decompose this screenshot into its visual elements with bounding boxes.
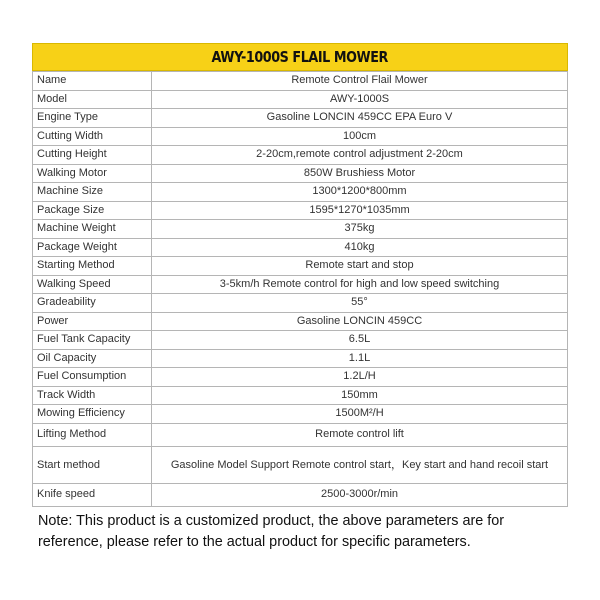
table-row: [33, 109, 568, 128]
table-row: [33, 312, 568, 331]
spec-value: 55°: [152, 294, 568, 313]
spec-name: Start method: [33, 446, 152, 483]
table-row: [33, 90, 568, 109]
spec-value: 2500-3000r/min: [152, 483, 568, 506]
spec-name: Name: [33, 72, 152, 91]
table-row: [33, 294, 568, 313]
spec-value: 1500M²/H: [152, 405, 568, 424]
spec-value: Gasoline LONCIN 459CC EPA Euro V: [152, 109, 568, 128]
table-row: [33, 483, 568, 506]
spec-name: Package Size: [33, 201, 152, 220]
spec-table: [32, 71, 568, 507]
spec-value: Gasoline Model Support Remote control start，Key start and hand recoil start: [152, 446, 568, 483]
title-bar: [32, 43, 568, 71]
spec-value: 150mm: [152, 386, 568, 405]
spec-name: Walking Motor: [33, 164, 152, 183]
spec-name: Lifting Method: [33, 423, 152, 446]
spec-value: 1595*1270*1035mm: [152, 201, 568, 220]
spec-name: Engine Type: [33, 109, 152, 128]
spec-value: 1300*1200*800mm: [152, 183, 568, 202]
spec-value: 1.1L: [152, 349, 568, 368]
spec-value: Remote control lift: [152, 423, 568, 446]
table-row: [33, 238, 568, 257]
spec-name: Machine Weight: [33, 220, 152, 239]
table-row: [33, 164, 568, 183]
spec-name: Machine Size: [33, 183, 152, 202]
spec-value: 375kg: [152, 220, 568, 239]
spec-name: Power: [33, 312, 152, 331]
spec-value: 850W Brushiess Motor: [152, 164, 568, 183]
spec-value: Remote Control Flail Mower: [152, 72, 568, 91]
table-row: [33, 146, 568, 165]
spec-name: Cutting Width: [33, 127, 152, 146]
table-row: [33, 201, 568, 220]
spec-name: Track Width: [33, 386, 152, 405]
spec-name: Starting Method: [33, 257, 152, 276]
spec-name: Cutting Height: [33, 146, 152, 165]
table-row: [33, 405, 568, 424]
spec-name: Fuel Tank Capacity: [33, 331, 152, 350]
spec-value: 3-5km/h Remote control for high and low speed switching: [152, 275, 568, 294]
table-row: [33, 127, 568, 146]
table-row: [33, 331, 568, 350]
table-row: [33, 257, 568, 276]
spec-name: Gradeability: [33, 294, 152, 313]
spec-value: 2-20cm,remote control adjustment 2-20cm: [152, 146, 568, 165]
table-row: [33, 446, 568, 483]
disclaimer-note: Note: This product is a customized product, the above parameters are for reference, please refer to the actual product for specific parameters.: [38, 513, 505, 550]
product-title: AWY-1000S FLAIL MOWER: [211, 48, 389, 66]
table-row: [33, 220, 568, 239]
spec-name: Knife speed: [33, 483, 152, 506]
spec-value: AWY-1000S: [152, 90, 568, 109]
spec-value: 410kg: [152, 238, 568, 257]
spec-value: 1.2L/H: [152, 368, 568, 387]
spec-value: 100cm: [152, 127, 568, 146]
spec-name: Walking Speed: [33, 275, 152, 294]
table-row: [33, 386, 568, 405]
spec-name: Package Weight: [33, 238, 152, 257]
table-row: [33, 183, 568, 202]
spec-name: Oil Capacity: [33, 349, 152, 368]
spec-value: 6.5L: [152, 331, 568, 350]
table-row: [33, 72, 568, 91]
spec-value: Gasoline LONCIN 459CC: [152, 312, 568, 331]
spec-name: Fuel Consumption: [33, 368, 152, 387]
spec-name: Model: [33, 90, 152, 109]
spec-sheet: [32, 43, 568, 507]
spec-name: Mowing Efficiency: [33, 405, 152, 424]
table-row: [33, 349, 568, 368]
table-row: [33, 423, 568, 446]
spec-value: Remote start and stop: [152, 257, 568, 276]
table-row: [33, 275, 568, 294]
table-row: [33, 368, 568, 387]
